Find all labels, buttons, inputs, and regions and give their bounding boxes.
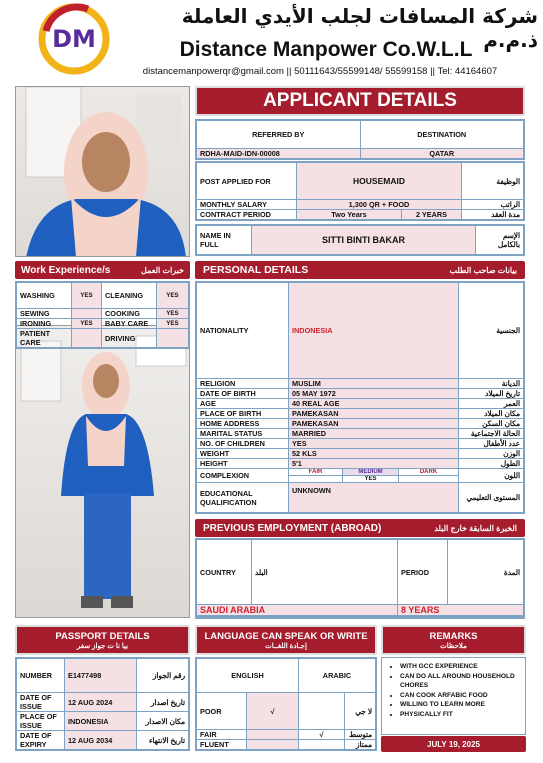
previous-employment-header xyxy=(195,519,525,537)
experience-value: YES xyxy=(157,319,189,329)
passport-label-ar: تاريخ اصدار xyxy=(137,693,189,712)
personal-label-ar: العمر xyxy=(459,399,524,409)
svg-text:DM: DM xyxy=(52,25,96,53)
experience-skill: COOKING xyxy=(102,309,157,319)
experience-value: YES xyxy=(157,309,189,319)
arabic-mark xyxy=(299,740,345,750)
experience-skill: IRONING xyxy=(17,319,72,329)
applicant-details-title: APPLICANT DETAILS xyxy=(195,86,525,116)
passport-label: NUMBER xyxy=(17,659,65,693)
previous-employment-title: PREVIOUS EMPLOYMENT (ABROAD) xyxy=(203,522,382,534)
remarks-list xyxy=(388,662,521,719)
personal-label: HOME ADDRESS xyxy=(197,419,289,429)
previous-period: 8 YEARS xyxy=(398,605,524,616)
language-table xyxy=(195,657,377,751)
remark-item: • CAN DO ALL AROUND HOUSEHOLD CHORES xyxy=(400,672,521,691)
contract-label: CONTRACT PERIOD xyxy=(197,210,297,220)
complexion-ar: اللون xyxy=(459,469,524,483)
post-value: HOUSEMAID xyxy=(297,163,462,200)
experience-value xyxy=(72,329,102,348)
complexion-label: COMPLEXION xyxy=(197,469,289,483)
remark-item: • WITH GCC EXPERIENCE xyxy=(400,662,521,672)
language-level-ar: ممتاز xyxy=(345,740,376,750)
country-label-ar: البلد xyxy=(252,540,398,605)
passport-details-header xyxy=(15,625,190,655)
remark-item: • CAN COOK ARFABIC FOOD xyxy=(400,691,521,701)
applicant-name: SITTI BINTI BAKAR xyxy=(252,226,476,255)
referred-by-label: REFERRED BY xyxy=(197,121,361,149)
previous-employment-title-ar: الخبرة السابقة خارج البلد xyxy=(434,523,517,533)
personal-label-ar: الحالة الاجتماعية xyxy=(459,429,524,439)
remarks-title-ar: ملاحظات xyxy=(440,642,467,650)
personal-label-ar: مكان السكن xyxy=(459,419,524,429)
contract-ar: مدة العقد xyxy=(462,210,524,220)
post-label: POST APPLIED FOR xyxy=(197,163,297,200)
language-level: FLUENT xyxy=(197,740,247,750)
company-logo xyxy=(38,3,110,75)
education-label: EDUCATIONAL QUALIFICATION xyxy=(197,483,289,513)
personal-label: PLACE OF BIRTH xyxy=(197,409,289,419)
destination-value: QATAR xyxy=(360,149,524,159)
personal-details-table xyxy=(195,281,525,514)
applicant-portrait-photo xyxy=(15,86,190,257)
company-arabic-name: شركة المسافات لجلب الأيدي العاملة ذ.م.م xyxy=(181,4,538,52)
personal-label: WEIGHT xyxy=(197,449,289,459)
language-header xyxy=(195,625,377,655)
experience-value xyxy=(157,329,189,348)
language-level: POOR xyxy=(197,693,247,730)
job-table xyxy=(195,161,525,221)
name-label: NAME IN FULL xyxy=(197,226,252,255)
contract-years: 2 YEARS xyxy=(401,210,461,220)
work-experience-title-ar: خبرات العمل xyxy=(141,265,184,275)
company-english-name: Distance Manpower Co.W.L.L xyxy=(179,38,473,61)
experience-skill: WASHING xyxy=(17,283,72,309)
experience-value: YES xyxy=(157,283,189,309)
personal-value: MARRIED xyxy=(289,429,459,439)
work-experience-header xyxy=(15,261,190,279)
personal-value: 5'1 xyxy=(289,459,459,469)
arabic-mark: √ xyxy=(299,730,345,740)
experience-skill: BABY CARE xyxy=(102,319,157,329)
destination-label: DESTINATION xyxy=(360,121,524,149)
personal-label-ar: الطول xyxy=(459,459,524,469)
company-contact: distancemanpowerqr@gmail.com || 50111643/55599148/ 55599158 || Tel: 44164607 xyxy=(142,66,498,77)
post-ar: الوظيفة xyxy=(462,163,524,200)
personal-value: 52 KLS xyxy=(289,449,459,459)
passport-value: E1477498 xyxy=(65,659,137,693)
personal-details-title-ar: بيانات صاحب الطلب xyxy=(449,265,517,275)
education-ar: المستوى التعليمي xyxy=(459,483,524,513)
personal-label: AGE xyxy=(197,399,289,409)
experience-value: YES xyxy=(72,283,102,309)
remarks-box xyxy=(381,657,526,735)
experience-skill: DRIVING xyxy=(102,329,157,348)
personal-label: MARITAL STATUS xyxy=(197,429,289,439)
personal-label: NO. OF CHILDREN xyxy=(197,439,289,449)
personal-value: 05 MAY 1972 xyxy=(289,389,459,399)
remarks-header xyxy=(381,625,526,655)
passport-label-ar: رقم الجواز xyxy=(137,659,189,693)
passport-label: DATE OF ISSUE xyxy=(17,693,65,712)
country-label: COUNTRY xyxy=(197,540,252,605)
personal-value: PAMEKASAN xyxy=(289,419,459,429)
language-title: LANGUAGE CAN SPEAK OR WRITE xyxy=(204,630,368,642)
english-mark xyxy=(247,730,299,740)
personal-label-ar: تاريخ الميلاد xyxy=(459,389,524,399)
english-mark xyxy=(247,740,299,750)
english-mark: √ xyxy=(247,693,299,730)
personal-label: NATIONALITY xyxy=(197,283,289,379)
personal-label-ar: عدد الأطفال xyxy=(459,439,524,449)
personal-label-ar: الديانة xyxy=(459,379,524,389)
english-header: ENGLISH xyxy=(197,659,299,693)
language-level-ar: متوسط xyxy=(345,730,376,740)
personal-label: DATE OF BIRTH xyxy=(197,389,289,399)
personal-value: MUSLIM xyxy=(289,379,459,389)
education-value: UNKNOWN xyxy=(289,483,459,513)
experience-value xyxy=(72,309,102,319)
passport-label-ar: مكان الاصدار xyxy=(137,712,189,731)
personal-value: INDONESIA xyxy=(289,283,459,379)
name-table xyxy=(195,224,525,256)
complexion-option: FAIR xyxy=(289,469,343,476)
work-experience-title: Work Experience/s xyxy=(21,264,111,276)
referral-table xyxy=(195,119,525,160)
previous-employment-table xyxy=(195,538,525,619)
period-label: PERIOD xyxy=(398,540,448,605)
passport-details-title-ar: بيا نا ت جواز سفر xyxy=(76,642,129,650)
remarks-title: REMARKS xyxy=(429,630,478,642)
name-ar: الإسم بالكامل xyxy=(476,226,524,255)
passport-label-ar: تاريخ الانتهاء xyxy=(137,731,189,750)
complexion-mark: YES xyxy=(343,476,399,483)
experience-skill: CLEANING xyxy=(102,283,157,309)
complexion-option: MEDIUM xyxy=(343,469,399,476)
contract-value: Two Years xyxy=(297,210,402,220)
work-experience-table xyxy=(15,281,190,349)
language-level: FAIR xyxy=(197,730,247,740)
language-title-ar: إجـادة اللغــات xyxy=(265,642,307,650)
arabic-mark xyxy=(299,693,345,730)
language-level-ar: لا جي xyxy=(345,693,376,730)
personal-details-title: PERSONAL DETAILS xyxy=(203,264,309,276)
personal-value: PAMEKASAN xyxy=(289,409,459,419)
remark-item: • WILLING TO LEARN MORE xyxy=(400,700,521,710)
applicant-full-body-photo xyxy=(15,325,190,618)
period-label-ar: المدة xyxy=(448,540,524,605)
remark-item: • PHYSICALLY FIT xyxy=(400,710,521,720)
salary-value: 1,300 QR + FOOD xyxy=(297,200,462,210)
experience-skill: SEWING xyxy=(17,309,72,319)
personal-label: HEIGHT xyxy=(197,459,289,469)
personal-label: RELIGION xyxy=(197,379,289,389)
personal-value: YES xyxy=(289,439,459,449)
personal-label-ar: الوزن xyxy=(459,449,524,459)
passport-label: DATE OF EXPIRY xyxy=(17,731,65,750)
remarks-date: JULY 19, 2025 xyxy=(381,736,526,752)
personal-label-ar: الجنسية xyxy=(459,283,524,379)
salary-label: MONTHLY SALARY xyxy=(197,200,297,210)
referred-by-value: RDHA-MAID-IDN-00008 xyxy=(197,149,361,159)
arabic-header: ARABIC xyxy=(299,659,376,693)
personal-label-ar: مكان الميلاد xyxy=(459,409,524,419)
passport-value: 12 AUG 2034 xyxy=(65,731,137,750)
personal-value: 40 REAL AGE xyxy=(289,399,459,409)
passport-label: PLACE OF ISSUE xyxy=(17,712,65,731)
salary-ar: الراتب xyxy=(462,200,524,210)
passport-value: 12 AUG 2024 xyxy=(65,693,137,712)
experience-value: YES xyxy=(72,319,102,329)
previous-country: SAUDI ARABIA xyxy=(197,605,398,616)
passport-value: INDONESIA xyxy=(65,712,137,731)
personal-details-header xyxy=(195,261,525,279)
passport-details-title: PASSPORT DETAILS xyxy=(55,630,150,642)
complexion-option: DARK xyxy=(399,469,459,476)
passport-table xyxy=(15,657,190,751)
experience-skill: PATIENT CARE xyxy=(17,329,72,348)
